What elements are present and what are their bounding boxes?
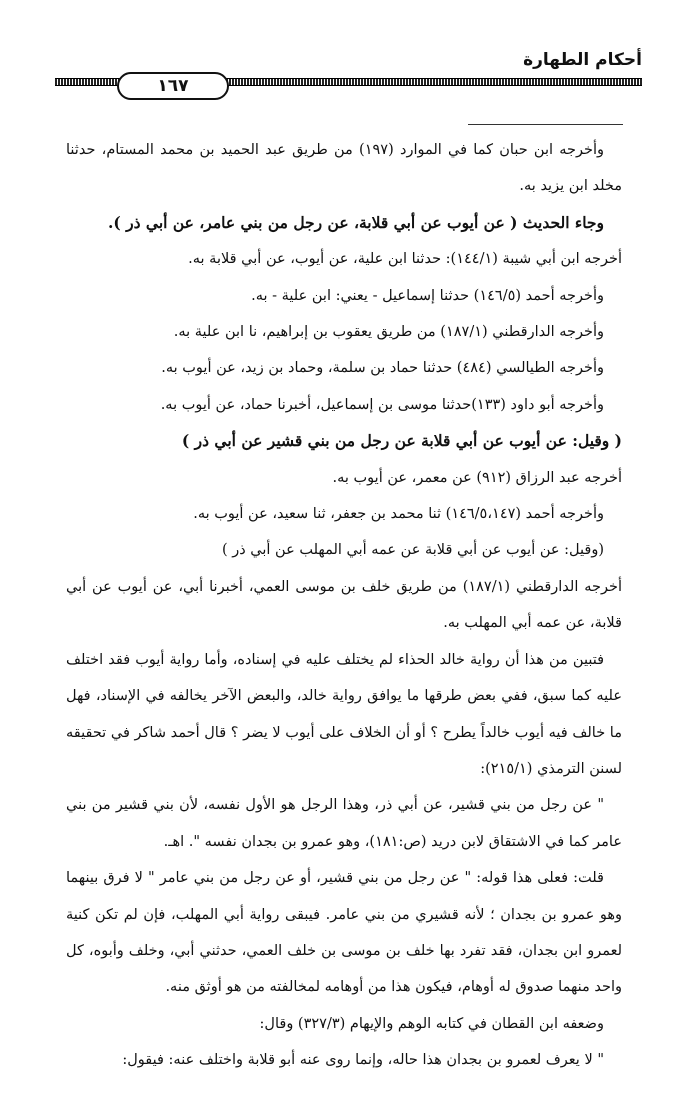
- paragraph: وأخرجه ابن حبان كما في الموارد (١٩٧) من طريق عبد الحميد بن محمد المستام، حدثنا مخلد ابن يزيد به.: [66, 142, 622, 195]
- paragraph: وأخرجه أحمد (١٤٦/٥،١٤٧) ثنا محمد بن جعفر، ثنا سعيد، عن أيوب به.: [193, 506, 604, 523]
- paragraph: " لا يعرف لعمرو بن بجدان هذا حاله، وإنما روى عنه أبو قلابة واختلف عنه: فيقول:: [122, 1052, 604, 1069]
- paragraph: أخرجه ابن أبي شيبة (١٤٤/١): حدثنا ابن علية، عن أيوب، عن أبي قلابة به.: [188, 251, 622, 268]
- footnote-separator-rule: [468, 124, 623, 125]
- paragraph: وجاء الحديث ( عن أيوب عن أبي قلابة، عن رجل من بني عامر، عن أبي ذر ).: [108, 212, 604, 232]
- paragraph: فتبين من هذا أن رواية خالد الحذاء لم يختلف عليه في إسناده، وأما رواية أيوب فقد اختلف عليه كما سبق، ففي بعض طرقها ما يوافق رواية خالد، والبعض الآخر يخالفه في الإسناد، فهل ما خالف فيه أيوب خالداً يطرح ؟ أو أن الخلاف على أيوب لا يضر ؟ قال أحمد شاكر في تحقيقه لسنن الترمذي (٢١٥/١):: [66, 651, 622, 777]
- paragraph: وأخرجه الدارقطني (١٨٧/١) من طريق يعقوب بن إبراهيم، نا ابن علية به.: [173, 324, 604, 341]
- paragraph: وأخرجه أبو داود (١٣٣)حدثنا موسى بن إسماعيل، أخبرنا حماد، عن أيوب به.: [160, 396, 604, 413]
- page-number: ١٦٧: [117, 72, 229, 100]
- running-title: أحكام الطهارة: [523, 50, 642, 70]
- paragraph: ( وقيل: عن أيوب عن أبي قلابة عن رجل من بني قشير عن أبي ذر ): [181, 431, 622, 451]
- paragraph: وأخرجه الطيالسي (٤٨٤) حدثنا حماد بن سلمة، وحماد بن زيد، عن أيوب به.: [161, 360, 604, 377]
- paragraph: أخرجه عبد الرزاق (٩١٢) عن معمر، عن أيوب به.: [332, 469, 622, 486]
- paragraph: وأخرجه أحمد (١٤٦/٥) حدثنا إسماعيل - يعني: ابن علية - به.: [251, 287, 604, 304]
- paragraph: (وقيل: عن أيوب عن أبي قلابة عن عمه أبي المهلب عن أبي ذر ): [221, 542, 604, 559]
- page-header: [55, 42, 642, 96]
- paragraph: قلت: فعلى هذا قوله: " عن رجل من بني قشير، أو عن رجل من بني عامر " لا فرق بينهما وهو عمرو بن بجدان ؛ لأنه قشيري من بني عامر. فيبقى رواية أبي المهلب، فإن لم تكن كنية لعمرو ابن بجدان، فقد تفرد بها خلف بن موسى بن خلف العمي، حدثني أبي، وخلف وأبوه، كل واحد منهما صدوق له أوهام، فيكون هذا من أوهامه لمخالفته من هو أوثق منه.: [66, 870, 622, 996]
- paragraph: أخرجه الدارقطني (١٨٧/١) من طريق خلف بن موسى العمي، أخبرنا أبي، عن أيوب عن أبي قلابة، عن عمه أبي المهلب به.: [66, 578, 622, 632]
- body-text: [66, 132, 622, 1079]
- paragraph: " عن رجل من بني قشير، عن أبي ذر، وهذا الرجل هو الأول نفسه، لأن بني قشير من بني عامر كما في الاشتقاق لابن دريد (ص:١٨١)، وهو عمرو بن بجدان نفسه ". اهـ.: [66, 797, 622, 850]
- paragraph: وضعفه ابن القطان في كتابه الوهم والإيهام (٣٢٧/٣) وقال:: [259, 1015, 604, 1032]
